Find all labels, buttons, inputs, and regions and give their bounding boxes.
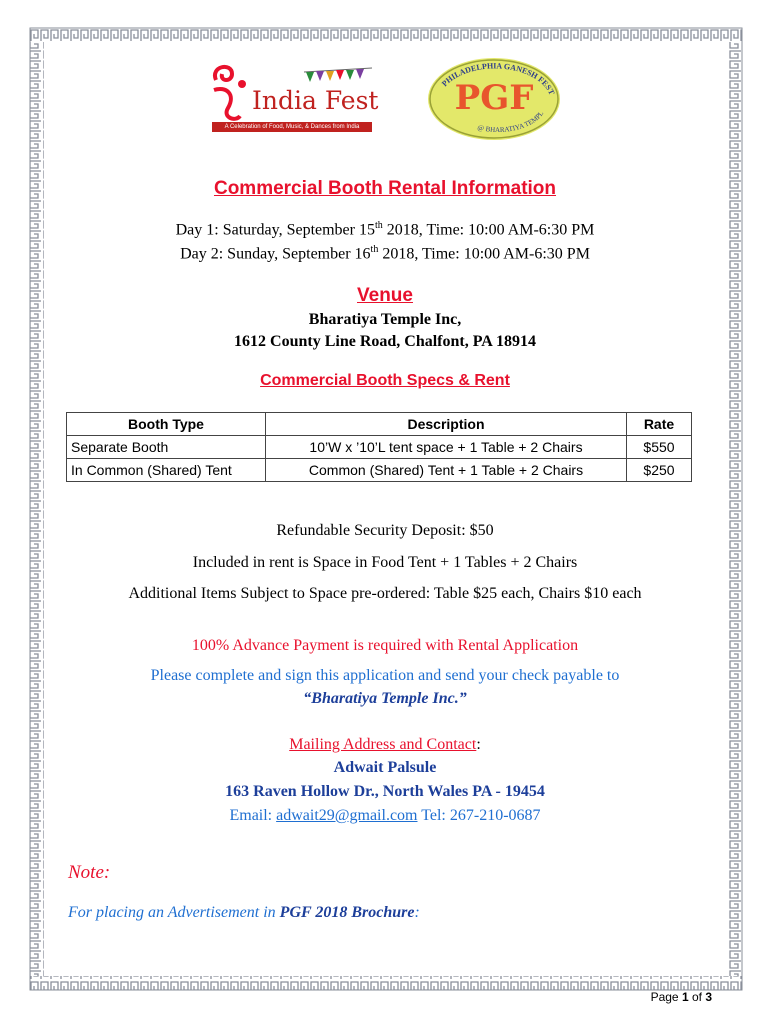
booth-type-cell: Separate Booth: [67, 436, 266, 459]
payable-to: “Bharatiya Temple Inc.”: [303, 690, 467, 707]
complete-instructions: Please complete and sign this application and send your check payable to: [150, 667, 620, 684]
contact-name: Adwait Palsule: [333, 759, 437, 776]
col-header-booth-type: Booth Type: [67, 413, 266, 436]
security-deposit: Refundable Security Deposit: $50: [276, 522, 494, 539]
venue-address: 1612 County Line Road, Chalfont, PA 18914: [234, 333, 536, 350]
advertisement-prefix: For placing an Advertisement in: [68, 904, 280, 921]
email-label: Email:: [229, 807, 277, 824]
brochure-name: PGF 2018 Brochure: [279, 904, 415, 921]
page-current: 1: [681, 990, 689, 1004]
day-2-date: Day 2: Sunday, September 16: [180, 245, 371, 263]
contact-line: [0, 807, 770, 825]
additional-items: Additional Items Subject to Space pre-ordered: Table $25 each, Chairs $10 each: [128, 585, 642, 602]
rate-cell: $550: [627, 436, 692, 459]
venue-heading: Venue: [357, 285, 413, 306]
email-link[interactable]: adwait29@gmail.com: [276, 807, 418, 824]
day-1-ordinal: th: [374, 220, 383, 231]
venue-name: Bharatiya Temple Inc,: [308, 311, 462, 328]
description-cell: Common (Shared) Tent + 1 Table + 2 Chairs: [266, 459, 627, 482]
table-row: [67, 436, 692, 459]
advertisement-suffix: :: [414, 904, 420, 921]
india-fest-name: India Fest: [252, 86, 379, 115]
booth-type-cell: In Common (Shared) Tent: [67, 459, 266, 482]
booth-rent-table: [66, 412, 692, 482]
page-of: of: [688, 990, 706, 1004]
specs-heading: Commercial Booth Specs & Rent: [260, 372, 510, 389]
day-2-time: 2018, Time: 10:00 AM-6:30 PM: [378, 245, 590, 263]
table-row: [67, 459, 692, 482]
pgf-name: PGF: [454, 78, 534, 118]
day-1-time: 2018, Time: 10:00 AM-6:30 PM: [382, 221, 595, 239]
included-in-rent: Included in rent is Space in Food Tent + 1 Tables + 2 Chairs: [192, 554, 578, 571]
table-header-row: [67, 413, 692, 436]
day-1-line: [0, 220, 770, 239]
mailing-label: Mailing Address and Contact: [289, 736, 477, 753]
india-fest-tagline: A Celebration of Food, Music, & Dances from India: [212, 122, 372, 132]
day-2-ordinal: th: [370, 244, 379, 255]
pgf-arc-bottom-text: @ BHARATIYA TEMPL: [476, 109, 546, 135]
mailing-colon: :: [476, 736, 481, 753]
contact-address: 163 Raven Hollow Dr., North Wales PA - 19454: [225, 783, 545, 800]
page-number: [651, 990, 712, 1004]
day-2-line: [0, 244, 770, 263]
pgf-logo: [426, 56, 562, 142]
india-fest-logo: [206, 60, 379, 140]
col-header-rate: Rate: [627, 413, 692, 436]
day-1-date: Day 1: Saturday, September 15: [175, 221, 375, 239]
page-total: 3: [705, 990, 712, 1004]
pgf-arc-top-text: PHILADELPHIA GANESH FEST: [439, 61, 557, 97]
mailing-label-line: [0, 736, 770, 754]
advance-payment-notice: 100% Advance Payment is required with Rental Application: [191, 637, 579, 654]
description-cell: 10’W x ’10’L tent space + 1 Table + 2 Chairs: [266, 436, 627, 459]
col-header-description: Description: [266, 413, 627, 436]
rate-cell: $250: [627, 459, 692, 482]
page-title: Commercial Booth Rental Information: [213, 178, 557, 199]
page-prefix: Page: [650, 990, 682, 1004]
telephone: Tel: 267-210-0687: [417, 807, 541, 824]
advertisement-line: [68, 904, 420, 922]
note-heading: Note:: [68, 862, 111, 883]
